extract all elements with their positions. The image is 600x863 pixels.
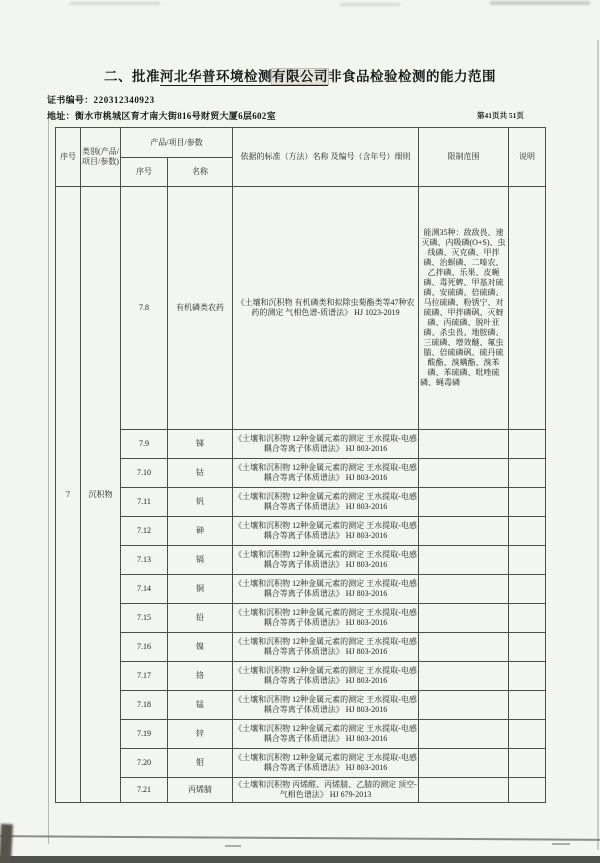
certificate-number-value: 220312340923 <box>93 95 155 105</box>
table-row <box>56 575 546 604</box>
header-product-seq: 序号 <box>121 158 168 187</box>
row-standard-cell: 《土壤和沉积物 丙烯醛、丙烯腈、乙腈的测定 顶空-气相色谱法》 HJ 679-2013 <box>233 778 419 803</box>
page-fold-line <box>48 114 49 844</box>
row-seq-cell: 7.15 <box>121 604 168 633</box>
table-row <box>56 749 546 778</box>
company-name <box>160 69 328 86</box>
row-note-cell <box>509 778 546 803</box>
page-indicator: 第41页共 51页 <box>477 111 524 120</box>
row-restriction-cell <box>419 546 509 575</box>
row-standard-cell: 《土壤和沉积物 12种金属元素的测定 王水提取-电感耦合等离子体质谱法》 HJ 803-2016 <box>233 459 419 488</box>
row-standard-cell: 《土壤和沉积物 12种金属元素的测定 王水提取-电感耦合等离子体质谱法》 HJ 803-2016 <box>233 575 419 604</box>
scan-corner-blotch <box>0 824 13 863</box>
row-standard-cell: 《土壤和沉积物 12种金属元素的测定 王水提取-电感耦合等离子体质谱法》 HJ 803-2016 <box>233 691 419 720</box>
row-seq-cell: 7.8 <box>121 187 168 430</box>
scan-noise <box>340 3 400 6</box>
scan-bottom-strip <box>0 856 600 863</box>
row-standard-cell: 《土壤和沉积物 12种金属元素的测定 王水提取-电感耦合等离子体质谱法》 HJ 803-2016 <box>233 430 419 459</box>
row-seq-cell: 7.18 <box>121 691 168 720</box>
row-note-cell <box>509 662 546 691</box>
scan-noise <box>552 843 570 845</box>
row-seq-cell: 7.10 <box>121 459 168 488</box>
category-seq-cell: 7 <box>56 187 81 803</box>
header-restriction: 限制范围 <box>419 128 509 187</box>
row-name-cell: 镍 <box>168 633 233 662</box>
scan-noise <box>225 845 241 847</box>
row-note-cell <box>509 187 546 430</box>
row-name-cell: 锑 <box>168 430 233 459</box>
row-name-cell: 镉 <box>168 546 233 575</box>
table-row <box>56 633 546 662</box>
certificate-number-line <box>47 93 155 106</box>
row-seq-cell: 7.20 <box>121 749 168 778</box>
title-suffix: 非食品检验检测的能力范围 <box>328 69 496 84</box>
row-restriction-cell <box>419 459 509 488</box>
capability-table <box>55 127 546 803</box>
header-note: 说明 <box>509 128 546 187</box>
row-standard-cell: 《土壤和沉积物 12种金属元素的测定 王水提取-电感耦合等离子体质谱法》 HJ 803-2016 <box>233 604 419 633</box>
table-row <box>56 546 546 575</box>
company-name-marked: 有限公司 <box>272 69 328 84</box>
table-row <box>56 187 546 430</box>
row-name-cell: 有机磷类农药 <box>168 187 233 430</box>
row-note-cell <box>509 691 546 720</box>
page-bottom-edge-line <box>0 835 600 841</box>
row-seq-cell: 7.11 <box>121 488 168 517</box>
header-product-name: 名称 <box>168 158 233 187</box>
row-seq-cell: 7.14 <box>121 575 168 604</box>
row-seq-cell: 7.9 <box>121 430 168 459</box>
row-restriction-cell <box>419 691 509 720</box>
table-row <box>56 778 546 803</box>
row-restriction-cell <box>419 749 509 778</box>
row-seq-cell: 7.12 <box>121 517 168 546</box>
row-note-cell <box>509 720 546 749</box>
page-title <box>0 65 600 85</box>
header-product-group: 产品/项目/参数 <box>121 128 233 158</box>
row-note-cell <box>509 749 546 778</box>
table-header <box>56 128 546 187</box>
address-line <box>47 109 276 122</box>
row-restriction-cell <box>419 488 509 517</box>
table-row <box>56 662 546 691</box>
certificate-number-label: 证书编号： <box>47 95 94 105</box>
table-body <box>56 187 546 803</box>
row-restriction-cell <box>419 720 509 749</box>
row-note-cell <box>509 430 546 459</box>
row-note-cell <box>509 459 546 488</box>
title-prefix: 二、批准 <box>104 69 160 84</box>
row-name-cell: 锰 <box>168 691 233 720</box>
row-restriction-cell <box>419 517 509 546</box>
table-row <box>56 720 546 749</box>
row-note-cell <box>509 633 546 662</box>
table-row <box>56 604 546 633</box>
row-restriction-cell <box>419 575 509 604</box>
row-standard-cell: 《土壤和沉积物 12种金属元素的测定 王水提取-电感耦合等离子体质谱法》 HJ 803-2016 <box>233 662 419 691</box>
address-value: 衡水市桃城区育才南大街816号财贸大厦6层602室 <box>74 111 276 121</box>
row-restriction-cell: 能测35种：敌敌畏、速灭磷、内吸磷(O+S)、虫线磷、灭克磷、甲拌磷、治螟磷、二嗪农、乙拌磷、乐果、皮蝇磷、毒死蜱、甲基对硫磷、安硫磷、倍硫磷、马拉硫磷、粉锈宁、对硫磷、甲拌磷砜、灭蚜磷、丙硫磷、脱叶亚磷、杀虫畏、地胺磷、三硫磷、增效醚、氟虫腈、倍硫磷砜、硫丹硫酸酯、溴螨酯、溴苯磷、苯硫磷、吡唑硫磷、蝇毒磷 <box>419 187 509 430</box>
row-note-cell <box>509 604 546 633</box>
row-note-cell <box>509 488 546 517</box>
category-name-cell: 沉积物 <box>81 187 121 803</box>
row-name-cell: 锌 <box>168 720 233 749</box>
row-standard-cell: 《土壤和沉积物 12种金属元素的测定 王水提取-电感耦合等离子体质谱法》 HJ 803-2016 <box>233 749 419 778</box>
row-note-cell <box>509 546 546 575</box>
row-standard-cell: 《土壤和沉积物 12种金属元素的测定 王水提取-电感耦合等离子体质谱法》 HJ 803-2016 <box>233 546 419 575</box>
row-note-cell <box>509 517 546 546</box>
row-restriction-cell <box>419 604 509 633</box>
row-name-cell: 铜 <box>168 575 233 604</box>
row-note-cell <box>509 575 546 604</box>
address-label: 地址： <box>47 111 75 121</box>
table-row <box>56 691 546 720</box>
scan-edge-shadow <box>597 40 599 850</box>
table-row <box>56 488 546 517</box>
row-seq-cell: 7.16 <box>121 633 168 662</box>
header-seq: 序号 <box>56 128 81 187</box>
company-name-plain: 河北华普环境检测 <box>160 69 272 84</box>
row-restriction-cell <box>419 430 509 459</box>
table-row <box>56 430 546 459</box>
header-category: 类别(产品/项目/参数) <box>81 128 121 187</box>
row-name-cell: 钒 <box>168 488 233 517</box>
row-restriction-cell <box>419 662 509 691</box>
row-name-cell: 铅 <box>168 604 233 633</box>
row-name-cell: 砷 <box>168 517 233 546</box>
row-standard-cell: 《土壤和沉积物 有机磷类和拟除虫菊酯类等47种农药的测定 气相色谱-质谱法》 HJ 1023-2019 <box>233 187 419 430</box>
row-standard-cell: 《土壤和沉积物 12种金属元素的测定 王水提取-电感耦合等离子体质谱法》 HJ 803-2016 <box>233 517 419 546</box>
row-seq-cell: 7.17 <box>121 662 168 691</box>
row-name-cell: 丙烯腈 <box>168 778 233 803</box>
row-seq-cell: 7.19 <box>121 720 168 749</box>
scan-noise <box>490 1 590 5</box>
row-seq-cell: 7.21 <box>121 778 168 803</box>
scan-noise <box>70 2 160 5</box>
row-standard-cell: 《土壤和沉积物 12种金属元素的测定 王水提取-电感耦合等离子体质谱法》 HJ 803-2016 <box>233 720 419 749</box>
row-name-cell: 铬 <box>168 662 233 691</box>
table-row <box>56 517 546 546</box>
row-standard-cell: 《土壤和沉积物 12种金属元素的测定 王水提取-电感耦合等离子体质谱法》 HJ 803-2016 <box>233 488 419 517</box>
row-restriction-cell <box>419 778 509 803</box>
row-name-cell: 钴 <box>168 459 233 488</box>
table-row <box>56 459 546 488</box>
header-standard: 依据的标准（方法）名称 及编号（含年号）细则 <box>233 128 419 187</box>
row-standard-cell: 《土壤和沉积物 12种金属元素的测定 王水提取-电感耦合等离子体质谱法》 HJ 803-2016 <box>233 633 419 662</box>
row-restriction-cell <box>419 633 509 662</box>
row-seq-cell: 7.13 <box>121 546 168 575</box>
row-name-cell: 钼 <box>168 749 233 778</box>
